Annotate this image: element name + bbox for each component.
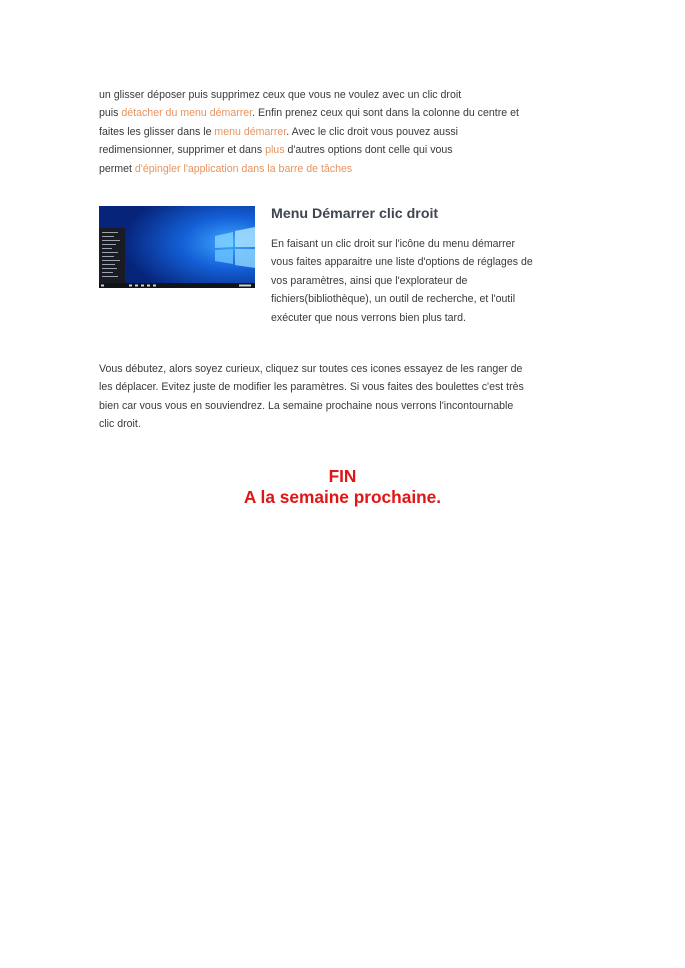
intro-paragraph	[99, 86, 591, 178]
intro-line	[99, 123, 591, 141]
paragraph-line: les déplacer. Evitez juste de modifier les paramètres. Si vous faites des boulettes c'est très	[99, 381, 524, 394]
link-menu-demarrer[interactable]: menu démarrer	[214, 125, 287, 138]
card-description	[271, 235, 581, 327]
ending-heading	[0, 466, 685, 508]
paragraph-line: bien car vous vous en souviendrez. La semaine prochaine nous verrons l'incontournable	[99, 399, 514, 412]
text: faites les glisser dans le	[99, 125, 215, 138]
intro-line	[99, 141, 591, 159]
paragraph-line: clic droit.	[99, 418, 141, 431]
curiosity-paragraph	[99, 360, 591, 434]
text: d'autres options dont celle qui vous	[284, 144, 453, 157]
start-menu-screenshot[interactable]	[99, 206, 255, 288]
intro-line	[99, 104, 591, 122]
text: un glisser déposer puis supprimez ceux que vous ne voulez avec un clic droit	[99, 89, 462, 101]
card-title: Menu Démarrer clic droit	[271, 206, 439, 222]
text: . Avec le clic droit vous pouvez aussi	[286, 125, 459, 138]
paragraph-line: Vous débutez, alors soyez curieux, cliquez sur toutes ces icones essayez de les ranger de	[99, 363, 523, 375]
fin-label: FIN	[328, 466, 357, 486]
intro-line	[99, 160, 591, 178]
intro-line	[99, 86, 591, 104]
card-line: vous faites apparaitre une liste d'options de réglages de	[271, 256, 533, 269]
link-detacher-menu[interactable]: détacher du menu démarrer	[121, 107, 253, 120]
text: puis	[99, 107, 122, 120]
text: redimensionner, supprimer et dans	[99, 144, 266, 157]
windows-desktop-image	[99, 206, 255, 288]
card-line: En faisant un clic droit sur l'icône du menu démarrer	[271, 238, 516, 250]
card-line: fichiers(bibliothèque), un outil de recherche, et l'outil	[271, 293, 516, 306]
text: permet	[99, 162, 135, 175]
text: . Enfin prenez ceux qui sont dans la colonne du centre et	[252, 107, 519, 120]
link-epingler-application[interactable]: d'épingler l'application dans la barre de tâches	[134, 162, 353, 175]
see-you-next-week: A la semaine prochaine.	[243, 487, 442, 507]
card-line: vos paramètres, ainsi que l'explorateur de	[271, 274, 468, 287]
card-line: exécuter que nous verrons bien plus tard.	[271, 311, 466, 324]
link-plus[interactable]: plus	[265, 144, 285, 157]
